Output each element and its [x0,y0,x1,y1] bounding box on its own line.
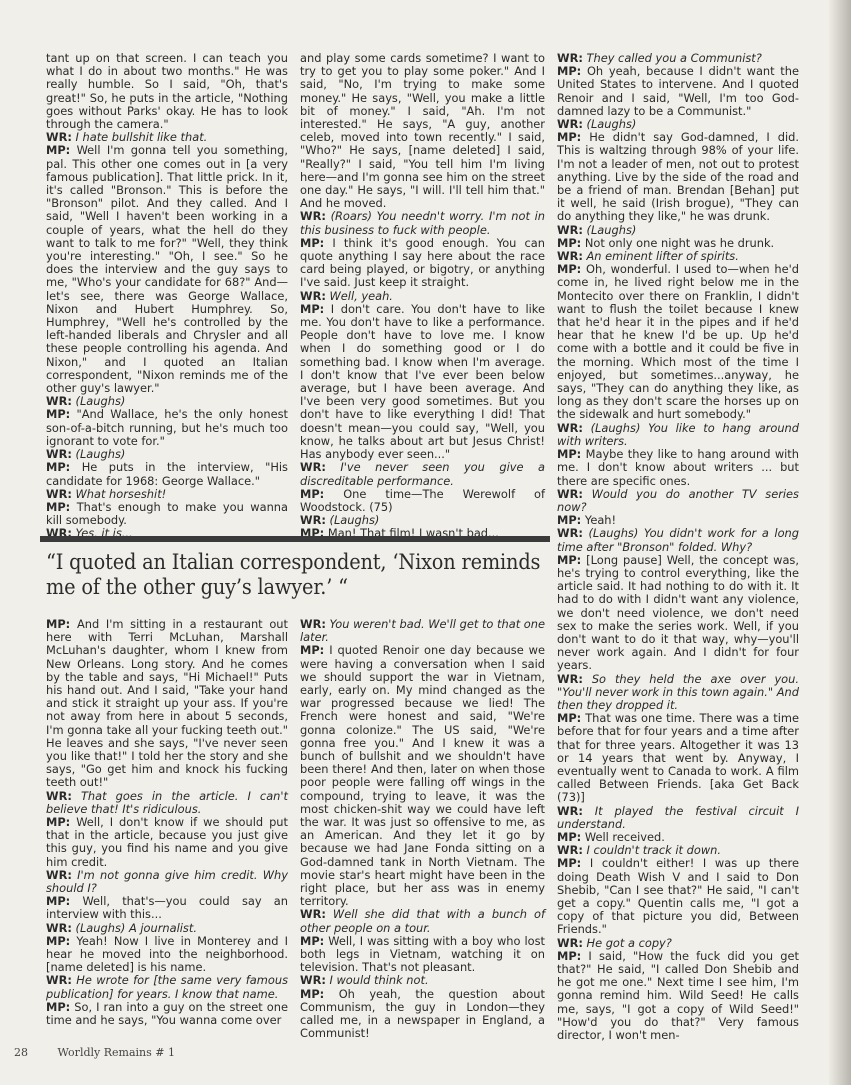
paragraph-text: I quoted Renoir one day because we were having a conversation when I said we should support the war in Vietnam, early, early on. My mind changed as the war progressed because we lied! The French were honest and said, "We're gonna colonize." The US said, "We're gonna free you." And I knew it was a bunch of bullshit and we shouldn't have been there! And then, later on when those poor people were falling off wings in the compound, trying to leave, it was the most chicken-shit way we could have left the war. It was just so offensive to me, as an American. And they let it go by because we had Jane Fonda sitting on a God-damned tank in North Vietnam. The movie star's heart might have been in the right place, but her ass was in enemy territory. [300,643,545,909]
paragraph-text: You weren't bad. We'll get to that one later. [300,617,545,645]
interview-paragraph [557,857,799,936]
speaker-label: WR: [557,935,583,950]
paragraph-text: (Roars) You needn't worry. I'm not in this business to fuck with people. [300,209,545,237]
pull-quote [40,536,550,614]
paragraph-text: It played the festival circuit I understand. [557,803,799,831]
paragraph-text: One time—The Werewolf of Woodstock. (75) [300,486,545,514]
interview-paragraph [46,935,288,975]
interview-paragraph [300,908,545,934]
speaker-label: WR: [300,288,326,303]
paragraph-text: So, I ran into a guy on the street one time and he says, "You wanna come over [46,999,288,1028]
speaker-label: MP: [557,829,582,844]
paragraph-text: He didn't say God-damned, I did. This is waltzing through 98% of your life. I'm not a leader of men, not out to protest anything. Live by the side of the road and be a friend of man. Brendan [Behan] put it well, he said (Irish brogue), "They can do anything they like," he was drunk. [557,130,799,224]
speaker-label: WR: [300,973,326,988]
interview-paragraph [46,816,288,869]
interview-paragraph [46,461,288,487]
paragraph-text: So they held the axe over you. "You'll never work in this town again." And then they dropped it. [557,671,799,712]
page-footer [14,1046,201,1059]
speaker-label: WR: [557,803,583,818]
speaker-label: MP: [557,64,582,79]
paragraph-text: Well received. [581,829,665,844]
page-edge-shadow [829,0,851,1085]
speaker-label: MP: [46,617,71,631]
speaker-label: WR: [46,526,72,541]
interview-paragraph [300,237,545,290]
paragraph-text: I've never seen you give a discreditable performance. [300,460,545,488]
interview-paragraph [557,712,799,804]
speaker-label: WR: [46,867,72,882]
speaker-label: WR: [46,973,72,988]
interview-paragraph [557,950,799,1042]
paragraph-text: (Laughs) A journalist. [71,920,197,935]
interview-paragraph [46,895,288,921]
paragraph-text: I would think not. [325,973,429,988]
paragraph-text: An eminent lifter of spirits. [582,249,739,264]
paragraph-text: Well, that's—you could say an interview with this... [46,894,288,922]
paragraph-text: Yes, it is... [71,526,133,541]
paragraph-text: I don't care. You don't have to like me. You don't have to like a performance. People don't have to love me. I know when I do something good or I do something bad. I know when I'm average. I don't know that I've ever been below average, but I have been average. And I've been very good sometimes. But you don't have to like everything I did! That doesn't mean—you could say, "Well, you know, he talks about art but Jesus Christ! Has anybody ever seen..." [300,301,545,462]
paragraph-text: I couldn't either! I was up there doing Death Wish V and I said to Don Shebib, "Can I see that?" He said, "I can't get a copy." Quentin calls me, "I got a copy of that picture you did, Between Friends." [557,856,799,937]
interview-paragraph [46,1001,288,1027]
interview-paragraph [46,52,288,131]
paragraph-text: Oh, wonderful. I used to—when he'd come in, he lived right below me in the Montecito over there on Franklin, I didn't want to flush the toilet because I knew that he'd hear it in the pipes and if he'd hear that he knew I'd be up. Up he'd come with a bottle and it could be five in the morning. Which most of the time I enjoyed, but sometimes...anyway, he says, "They can do anything they like, as long as they don't scare the horses up on the sidewalk and hurt somebody." [557,262,799,422]
speaker-label: WR: [557,420,583,435]
paragraph-text: Maybe they like to hang around with me. I don't know about writers ... but there are specific ones. [557,447,799,488]
speaker-label: MP: [300,235,325,250]
paragraph-text: (Laughs) [71,447,126,462]
interview-paragraph [300,618,545,644]
speaker-label: WR: [300,907,326,922]
interview-paragraph [46,790,288,816]
speaker-label: WR: [46,788,72,803]
interview-paragraph [300,303,545,461]
speaker-label: MP: [46,499,71,514]
speaker-label: WR: [557,51,583,65]
paragraph-text: I hate bullshit like that. [71,130,208,145]
speaker-label: MP: [46,407,71,422]
paragraph-text: Well, yeah. [325,288,393,303]
interview-paragraph [300,935,545,975]
interview-paragraph [557,527,799,553]
speaker-label: MP: [300,301,325,316]
speaker-label: MP: [557,235,582,250]
paragraph-text: He got a copy? [582,935,672,950]
speaker-label: MP: [557,513,582,528]
interview-paragraph [557,488,799,514]
interview-paragraph [557,448,799,488]
speaker-label: WR: [300,460,326,475]
speaker-label: MP: [557,130,582,145]
paragraph-text: and play some cards sometime? I want to try to get you to play some poker." And I said, "No, I'm trying to make some money." He says, "Well, you make a little bit of money." I said, "Ah. I'm not interested." He says, "A guy, another celeb, moved into town recently." I said, "Who?" He says, [name deleted] I said, "Really?" I said, "You tell him I'm living here—and I'm gonna see him on the street one day." He says, "I will. I'll tell him that." And he moved. [300,51,545,211]
paragraph-text: That's enough to make you wanna kill somebody. [46,499,288,528]
paragraph-text: Oh yeah, because I didn't want the United States to intervene. And I quoted Renoir and I said, "Well, I'm too God-damned lazy to be a Communist." [557,64,799,118]
paragraph-text: Yeah! Now I live in Monterey and I hear he moved into the neighborhood. [name deleted] is his name. [46,933,288,975]
paragraph-text: Well, I was sitting with a boy who lost both legs in Vietnam, watching it on television. That's not pleasant. [300,933,545,975]
paragraph-text: And I'm sitting in a restaurant out here with Terri McLuhan, Marshall McLuhan's daughter, whom I knew from New Orleans. Long story. And he comes by the table and says, "Hi Michael!" Puts his hand out. And I said, "Take your hand and stick it straight up your ass. If you're not away from here in about 5 seconds, I'm gonna take all your fucking teeth out." He leaves and she says, "I've never seen you like that!" I told her the story and she says, "Go get him and knock his fucking teeth out!" [46,617,288,790]
interview-paragraph [46,618,288,790]
paragraph-text: Not only one night was he drunk. [581,235,775,250]
paragraph-text: I couldn't track it down. [582,843,721,858]
interview-paragraph [300,210,545,236]
speaker-label: WR: [46,130,72,145]
interview-paragraph [557,65,799,118]
speaker-label: WR: [557,843,583,858]
speaker-label: MP: [557,856,582,871]
speaker-label: MP: [557,552,582,567]
speaker-label: WR: [46,920,72,935]
text-column-5 [300,618,545,1058]
paragraph-text: I said, "How the fuck did you get that?" He said, "I called Don Shebib and he got me one." Next time I see him, I'm gonna remind him. Wild Seed! He calls me, says, "I got a copy of Wild Seed!" "How'd you do that?" Very famous director, I won't men- [557,948,799,1043]
paragraph-text: He puts in the interview, "His candidate for 1968: George Wallace." [46,460,288,488]
paragraph-text: (Laughs) You like to hang around with writers. [557,420,799,448]
interview-paragraph [46,501,288,527]
pull-quote-text: “I quoted an Italian correspondent, ‘Nixon reminds me of the other guy’s lawyer.’ “ [46,550,541,600]
interview-paragraph [46,144,288,395]
paragraph-text: I think it's good enough. You can quote anything I say here about the race card being played, or bigotry, or anything I've said. Just keep it straight. [300,235,545,290]
paragraph-text: Well she did that with a bunch of other people on a tour. [300,907,545,935]
paragraph-text: He wrote for [the same very famous publication] for years. I know that name. [46,973,288,1001]
speaker-label: WR: [557,486,583,501]
speaker-label: MP: [557,948,582,963]
interview-paragraph [557,554,799,673]
paragraph-text: That goes in the article. I can't believe that! It's ridiculous. [46,788,288,816]
interview-paragraph [300,52,545,210]
paragraph-text: That was one time. There was a time before that for four years and a time after that for three years. Altogether it was 13 or 14 years that went by. Anyway, I eventually went to Canada to work. A film called Between Friends. [aka Get Back (73)] [557,711,799,805]
speaker-label: WR: [557,222,583,237]
paragraph-text: (Laughs) [582,222,637,237]
speaker-label: WR: [557,249,583,264]
speaker-label: WR: [46,394,72,409]
paragraph-text: Man! That film! I wasn't bad... [324,526,499,541]
text-column-3 [557,52,799,1062]
interview-paragraph [46,869,288,895]
paragraph-text: Well I'm gonna tell you something, pal. This other one comes out in [a very famous publication]. That little prick. In it, it's called "Bronson." This is before the "Bronson" pilot. And they called. And I said, "Well I haven't been working in a couple of years, what the hell do they want to talk to me for?" "Well, they think you're interesting." "Oh, I see." So he does the interview and the guy says to me, "Who's your candidate for 68?" And—let's see, there was George Wallace, Nixon and Hubert Humphrey. So, Humphrey, "Well he's controlled by the left-handed liberals and Chrysler and all these people controlling his agenda. And Nixon," and I quoted an Italian correspondent, "Nixon reminds me of the other guy's lawyer." [46,143,288,396]
text-column-4 [46,618,288,1038]
interview-paragraph [557,422,799,448]
paragraph-text: Would you do another TV series now? [557,486,799,514]
paragraph-text: (Laughs) [582,117,637,132]
interview-paragraph [300,644,545,908]
interview-paragraph [557,673,799,713]
interview-paragraph [557,131,799,223]
paragraph-text: (Laughs) [325,513,380,528]
interview-paragraph [46,408,288,448]
interview-paragraph [300,461,545,487]
speaker-label: MP: [46,999,71,1014]
speaker-label: MP: [300,643,325,658]
page-number: 28 [14,1046,28,1059]
speaker-label: MP: [300,526,325,541]
paragraph-text: Oh yeah, the question about Communism, the guy in London—they called me, in a newspaper in England, a Communist! [300,986,545,1041]
speaker-label: WR: [300,513,326,528]
speaker-label: MP: [46,460,71,475]
speaker-label: MP: [300,486,325,501]
interview-paragraph [46,974,288,1000]
interview-paragraph [300,488,545,514]
interview-paragraph [300,988,545,1041]
paragraph-text: (Laughs) You didn't work for a long time after "Bronson" folded. Why? [557,526,799,554]
paragraph-text: "And Wallace, he's the only honest son-of-a-bitch running, but he's much too ignorant to vote for." [46,407,288,448]
text-column-2 [300,51,545,541]
paragraph-text: [Long pause] Well, the concept was, he's trying to control everything, like the article said. It had nothing to do with it. It had to do with I didn't want any violence, we don't need violence, we don't need sex to make the series work. Well, if you don't want to do it that way, why—you'll never work again. And I didn't for four years. [557,552,799,673]
speaker-label: WR: [557,117,583,132]
speaker-label: MP: [557,711,582,726]
speaker-label: MP: [300,933,325,948]
speaker-label: WR: [300,209,326,224]
speaker-label: MP: [300,986,325,1001]
speaker-label: WR: [300,617,326,631]
paragraph-text: What horseshit! [71,486,167,501]
paragraph-text: Yeah! [581,513,617,528]
paragraph-text: I'm not gonna give him credit. Why should I? [46,867,288,896]
paragraph-text: They called you a Communist? [582,51,762,65]
paragraph-text: (Laughs) [71,394,126,409]
paragraph-text: tant up on that screen. I can teach you what I do in about two months." He was really humble. So I said, "Oh, that's great!" So, he puts in the article, "Nothing goes without Parks' okay. He has to look through the camera." [46,51,288,132]
speaker-label: WR: [557,671,583,686]
text-column-1 [46,51,288,541]
speaker-label: WR: [46,486,72,501]
publication-name: Worldly Remains # 1 [57,1046,175,1059]
speaker-label: MP: [46,143,71,158]
speaker-label: MP: [557,262,582,277]
speaker-label: MP: [46,933,71,948]
speaker-label: MP: [557,447,582,462]
interview-paragraph [557,805,799,831]
speaker-label: MP: [46,815,71,830]
interview-paragraph [557,263,799,421]
paragraph-text: Well, I don't know if we should put that in the article, because you just give this guy, you find his name and you give him credit. [46,815,288,869]
speaker-label: MP: [46,894,71,909]
speaker-label: WR: [557,526,583,541]
speaker-label: WR: [46,447,72,462]
